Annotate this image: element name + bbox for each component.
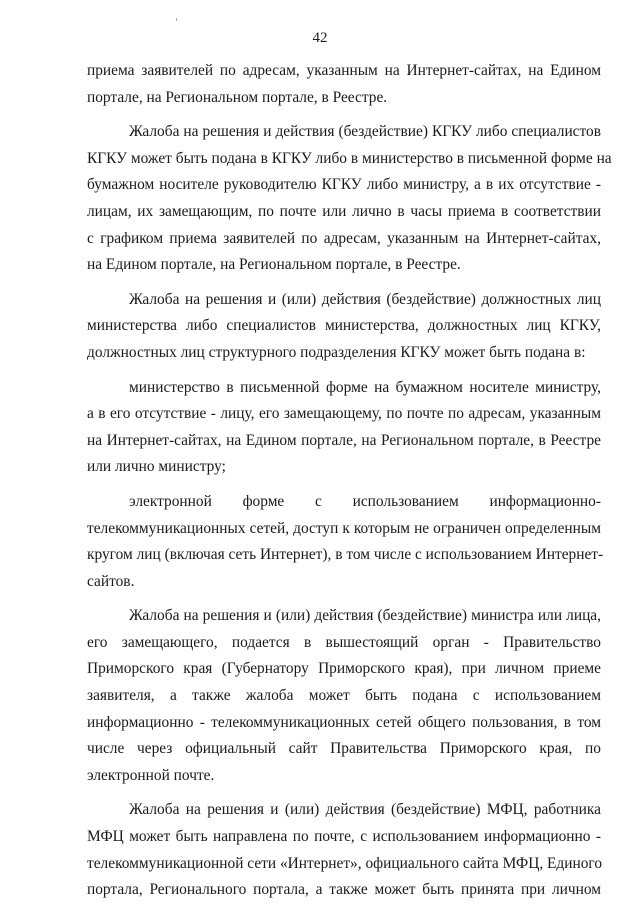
text-line: сайтов. [87, 572, 135, 590]
text-line: информационно - телекоммуникационных сетей общего пользования, в том [87, 713, 601, 731]
text-line: телекоммуникационных сетей, доступ к которым не ограничен определенным [87, 519, 601, 537]
text-line: кругом лиц (включая сеть Интернет), в том числе с использованием Интернет- [87, 546, 604, 564]
text-line: министерства либо специалистов министерства, должностных лиц КГКУ, [87, 317, 601, 335]
scan-mark [176, 18, 177, 21]
text-line: Приморского края (Губернатору Приморского края), при личном приеме [87, 660, 601, 678]
text-line: должностных лиц структурного подразделения КГКУ может быть подана в: [87, 343, 586, 361]
paragraph-start-line: электронной форме с использованием информационно- [129, 492, 601, 510]
text-line: с графиком приема заявителей по адресам, указанным на Интернет-сайтах, [87, 229, 601, 247]
text-line: портала, Регионального портала, а также может быть принята при личном [87, 881, 601, 899]
text-line: заявителя, а также жалоба может быть подана с использованием [87, 687, 601, 705]
text-line: приема заявителей по адресам, указанным на Интернет-сайтах, на Едином [87, 62, 601, 79]
text-line: его замещающего, подается в вышестоящий орган - Правительство [87, 633, 601, 651]
paragraph-start-line: Жалоба на решения и (или) действия (бездействие) должностных лиц [129, 290, 601, 308]
text-line: бумажном носителе руководителю КГКУ либо министру, а в их отсутствие - [87, 176, 601, 194]
paragraph-start-line: Жалоба на решения и (или) действия (бездействие) МФЦ, работника [129, 801, 601, 819]
text-line: электронной почте. [87, 766, 215, 784]
text-line: лицам, их замещающим, по почте или лично в часы приема в соответствии [87, 202, 601, 220]
paragraph-start-line: Жалоба на решения и действия (бездействие) КГКУ либо специалистов [129, 123, 601, 141]
text-line: портале, на Региональном портале, в Реестре. [87, 88, 388, 106]
text-line: на Едином портале, на Региональном портале, в Реестре. [87, 256, 461, 274]
text-line: числе через официальный сайт Правительства Приморского края, по [87, 740, 601, 758]
document-body [87, 58, 612, 904]
text-line: на Интернет-сайтах, на Едином портале, на Региональном портале, в Реестре [87, 431, 601, 449]
text-line: КГКУ может быть подана в КГКУ либо в министерство в письменной форме на [87, 149, 612, 167]
text-line: или лично министру; [87, 458, 226, 476]
text-line: а в его отсутствие - лицу, его замещающему, по почте по адресам, указанным [87, 405, 601, 423]
text-line: телекоммуникационной сети «Интернет», официального сайта МФЦ, Единого [87, 854, 603, 872]
paragraph-start-line: министерство в письменной форме на бумажном носителе министру, [129, 378, 601, 396]
text-line: МФЦ может быть направлена по почте, с использованием информационно - [87, 828, 601, 846]
paragraph-start-line: Жалоба на решения и (или) действия (бездействие) министра или лица, [129, 607, 601, 625]
page-number: 42 [312, 30, 328, 46]
